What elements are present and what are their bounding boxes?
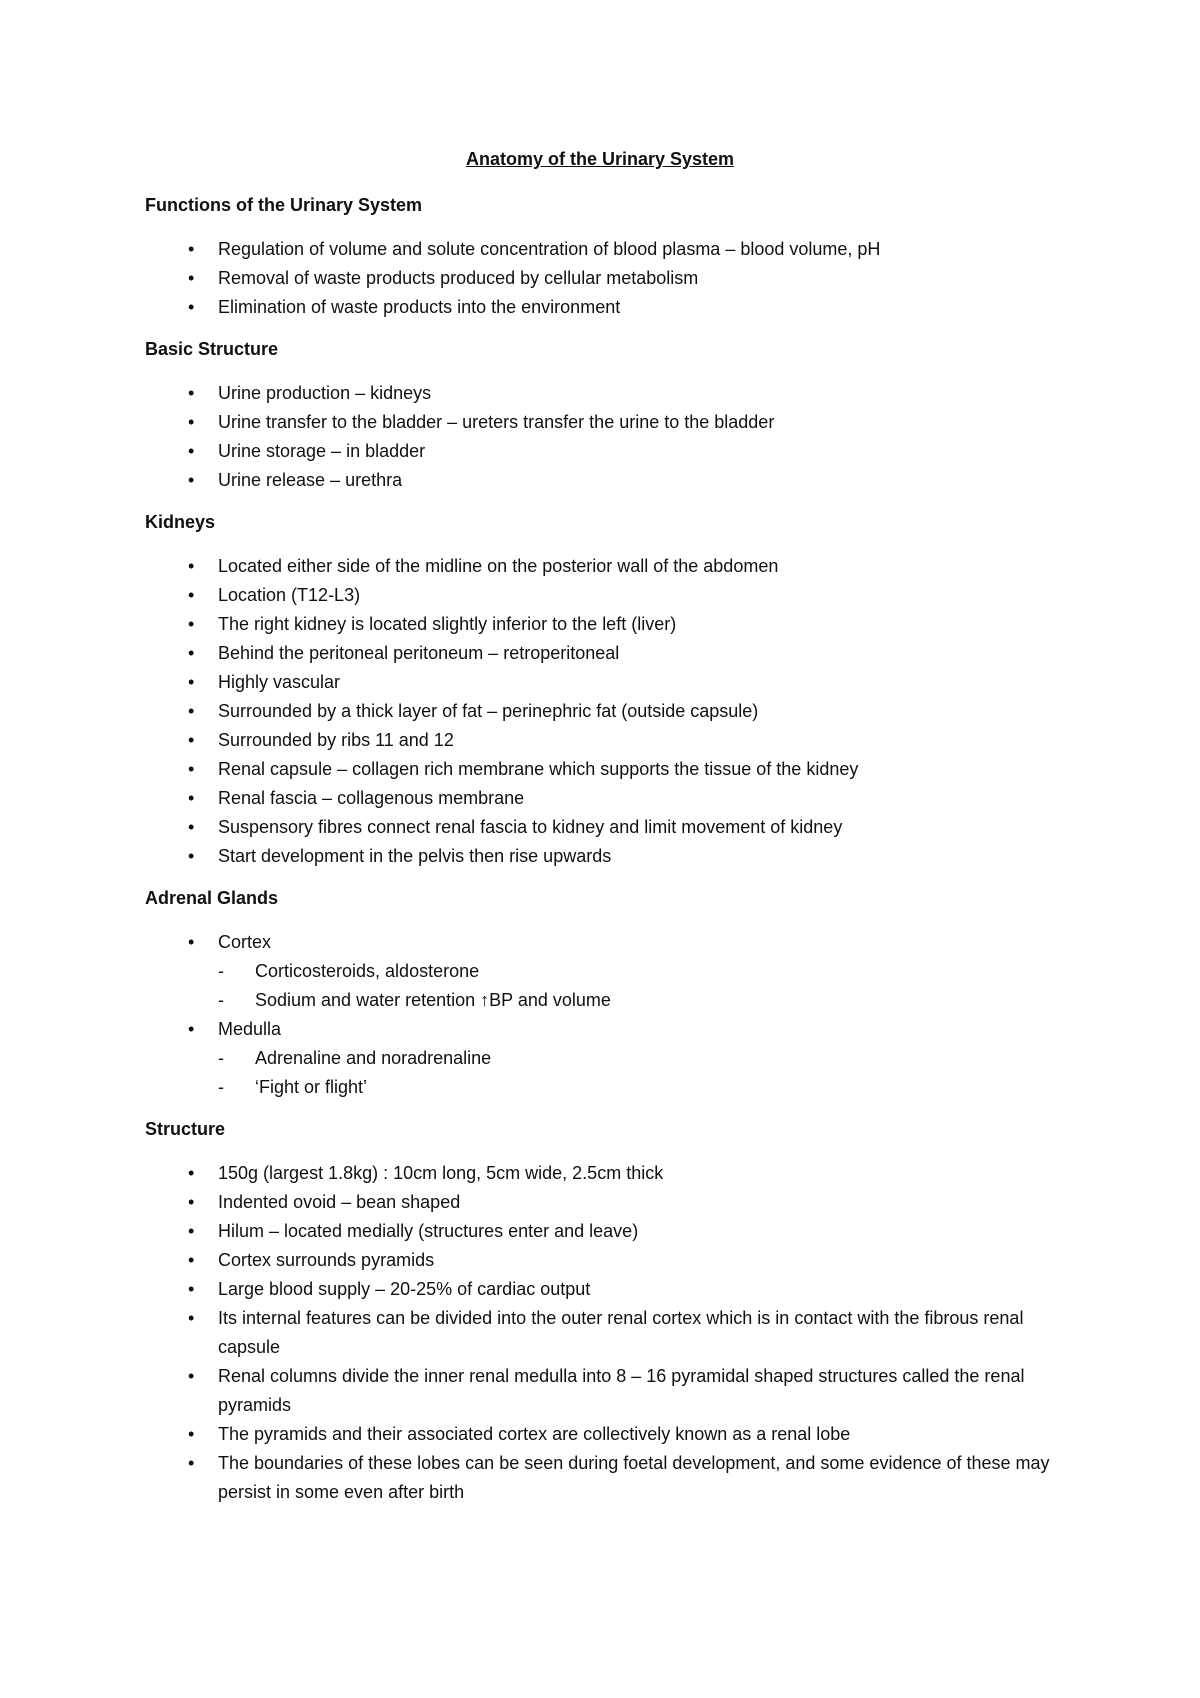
list-item [145,437,1065,466]
bullet-list [145,552,1065,871]
list-item [145,639,1065,668]
list-item-text: The pyramids and their associated cortex are collectively known as a renal lobe [218,1424,851,1444]
list-item [145,466,1065,495]
bullet-icon: • [188,672,195,692]
list-item-text: Surrounded by ribs 11 and 12 [218,730,454,750]
sub-list-item-text: Adrenaline and noradrenaline [255,1048,492,1068]
list-item-text: The boundaries of these lobes can be seen during foetal development, and some evidence of these may persist in some even after birth [218,1453,1050,1502]
section-heading: Basic Structure [145,339,279,359]
list-item [145,726,1065,755]
dash-icon: - [218,961,224,981]
list-item-text: Medulla [218,1019,282,1039]
list-item [145,264,1065,293]
bullet-icon: • [188,556,195,576]
list-item-text: Indented ovoid – bean shaped [218,1192,461,1212]
list-item [145,1362,1065,1420]
bullet-list [145,379,1065,495]
bullet-icon: • [188,383,195,403]
sub-list [218,957,1065,1015]
list-item [145,293,1065,322]
sub-list-item [218,986,1065,1015]
dash-icon: - [218,1048,224,1068]
list-item-text: Located either side of the midline on the posterior wall of the abdomen [218,556,779,576]
section-heading: Kidneys [145,512,216,532]
document-body [145,193,1065,1522]
section-heading: Adrenal Glands [145,888,279,908]
bullet-icon: • [188,441,195,461]
dash-icon: - [218,990,224,1010]
list-item [145,842,1065,871]
list-item [145,1188,1065,1217]
list-item [145,784,1065,813]
list-item-text: Cortex [218,932,272,952]
list-item-text: Highly vascular [218,672,341,692]
bullet-icon: • [188,239,195,259]
list-item [145,379,1065,408]
list-item [145,408,1065,437]
list-item-text: Its internal features can be divided into the outer renal cortex which is in contact with the fibrous renal capsule [218,1308,1024,1357]
list-item [145,1449,1065,1507]
sub-list-item [218,1073,1065,1102]
list-item-text: Cortex surrounds pyramids [218,1250,435,1270]
list-item [145,552,1065,581]
list-item [145,1246,1065,1275]
bullet-icon: • [188,1453,195,1473]
bullet-icon: • [188,788,195,808]
list-item [145,813,1065,842]
list-item [145,235,1065,264]
list-item-text: Behind the peritoneal peritoneum – retroperitoneal [218,643,620,663]
list-item-text: Large blood supply – 20-25% of cardiac output [218,1279,591,1299]
bullet-list [145,235,1065,322]
list-item [145,1217,1065,1246]
bullet-icon: • [188,846,195,866]
list-item [145,1420,1065,1449]
section-adrenal-glands [145,886,1065,1102]
list-item-text: Urine storage – in bladder [218,441,426,461]
bullet-icon: • [188,643,195,663]
bullet-list [145,928,1065,1102]
list-item-text: 150g (largest 1.8kg) : 10cm long, 5cm wide, 2.5cm thick [218,1163,664,1183]
bullet-icon: • [188,932,195,952]
sub-list-item-text: Sodium and water retention ↑BP and volume [255,990,611,1010]
bullet-icon: • [188,1250,195,1270]
bullet-icon: • [188,730,195,750]
list-item-text: The right kidney is located slightly inferior to the left (liver) [218,614,677,634]
list-item [145,755,1065,784]
list-item-text: Renal fascia – collagenous membrane [218,788,525,808]
list-item-text: Suspensory fibres connect renal fascia to kidney and limit movement of kidney [218,817,843,837]
bullet-icon: • [188,1424,195,1444]
bullet-icon: • [188,759,195,779]
bullet-icon: • [188,1221,195,1241]
bullet-icon: • [188,1366,195,1386]
list-item [145,1275,1065,1304]
list-item-text: Removal of waste products produced by cellular metabolism [218,268,699,288]
list-item [145,668,1065,697]
section-heading: Functions of the Urinary System [145,195,423,215]
bullet-icon: • [188,817,195,837]
bullet-list [145,1159,1065,1507]
list-item [145,1159,1065,1188]
list-item-text: Elimination of waste products into the environment [218,297,621,317]
list-item-text: Start development in the pelvis then rise upwards [218,846,612,866]
list-item-text: Urine production – kidneys [218,383,432,403]
list-item [145,928,1065,1015]
bullet-icon: • [188,614,195,634]
dash-icon: - [218,1077,224,1097]
list-item-text: Hilum – located medially (structures enter and leave) [218,1221,639,1241]
list-item-text: Location (T12-L3) [218,585,361,605]
sub-list-item-text: Corticosteroids, aldosterone [255,961,480,981]
list-item [145,581,1065,610]
sub-list-item-text: ‘Fight or flight’ [255,1077,368,1097]
bullet-icon: • [188,1163,195,1183]
bullet-icon: • [188,268,195,288]
list-item [145,610,1065,639]
list-item [145,1015,1065,1102]
page-title: Anatomy of the Urinary System [465,149,735,169]
list-item-text: Urine release – urethra [218,470,403,490]
section-functions [145,193,1065,322]
bullet-icon: • [188,470,195,490]
section-structure [145,1117,1065,1507]
bullet-icon: • [188,412,195,432]
list-item-text: Renal capsule – collagen rich membrane which supports the tissue of the kidney [218,759,859,779]
section-basic-structure [145,337,1065,495]
sub-list-item [218,957,1065,986]
section-kidneys [145,510,1065,871]
bullet-icon: • [188,1019,195,1039]
list-item [145,1304,1065,1362]
bullet-icon: • [188,297,195,317]
list-item-text: Renal columns divide the inner renal medulla into 8 – 16 pyramidal shaped structures called the renal pyramids [218,1366,1025,1415]
sub-list [218,1044,1065,1102]
bullet-icon: • [188,1308,195,1328]
bullet-icon: • [188,701,195,721]
section-heading: Structure [145,1119,226,1139]
sub-list-item [218,1044,1065,1073]
list-item-text: Surrounded by a thick layer of fat – perinephric fat (outside capsule) [218,701,759,721]
list-item [145,697,1065,726]
bullet-icon: • [188,585,195,605]
bullet-icon: • [188,1279,195,1299]
list-item-text: Regulation of volume and solute concentration of blood plasma – blood volume, pH [218,239,881,259]
list-item-text: Urine transfer to the bladder – ureters transfer the urine to the bladder [218,412,775,432]
bullet-icon: • [188,1192,195,1212]
